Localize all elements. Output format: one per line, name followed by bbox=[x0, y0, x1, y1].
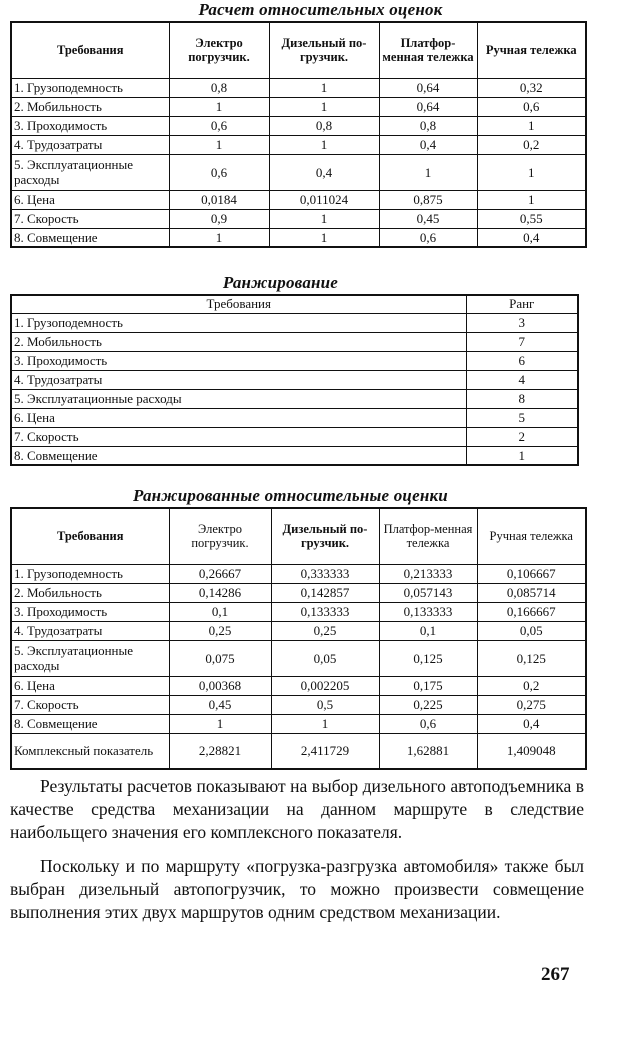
cell-value: 0,333333 bbox=[271, 564, 379, 583]
rank-value: 7 bbox=[466, 332, 578, 351]
row-label: 6. Цена bbox=[11, 408, 466, 427]
cell-value: 0,4 bbox=[379, 135, 477, 154]
cell-value: 0,1 bbox=[379, 621, 477, 640]
cell-value: 0,55 bbox=[477, 209, 586, 228]
rank-value: 5 bbox=[466, 408, 578, 427]
column-header: Требования bbox=[11, 22, 169, 78]
cell-value: 0,05 bbox=[477, 621, 586, 640]
row-label: 6. Цена bbox=[11, 676, 169, 695]
row-label: 7. Скорость bbox=[11, 695, 169, 714]
column-header: Платфор-менная тележка bbox=[379, 22, 477, 78]
column-header: Требования bbox=[11, 295, 466, 313]
cell-value: 0,6 bbox=[379, 228, 477, 247]
cell-value: 0,142857 bbox=[271, 583, 379, 602]
row-label: 5. Эксплуатационные расходы bbox=[11, 389, 466, 408]
table-row bbox=[11, 97, 586, 116]
cell-value: 1 bbox=[477, 116, 586, 135]
cell-value: 2,28821 bbox=[169, 733, 271, 769]
rank-value: 2 bbox=[466, 427, 578, 446]
cell-value: 1 bbox=[477, 154, 586, 190]
row-label: 8. Совмещение bbox=[11, 228, 169, 247]
cell-value: 0,14286 bbox=[169, 583, 271, 602]
table-row bbox=[11, 695, 586, 714]
rank-value: 3 bbox=[466, 313, 578, 332]
table1-caption: Расчет относительных оценок bbox=[198, 0, 443, 19]
table-row-total bbox=[11, 733, 586, 769]
cell-value: 0,45 bbox=[169, 695, 271, 714]
table-row bbox=[11, 78, 586, 97]
cell-value: 0,225 bbox=[379, 695, 477, 714]
column-header: Требования bbox=[11, 508, 169, 564]
cell-value: 1,409048 bbox=[477, 733, 586, 769]
row-label: 4. Трудозатраты bbox=[11, 135, 169, 154]
row-label: 2. Мобильность bbox=[11, 332, 466, 351]
table-header-row bbox=[11, 22, 586, 78]
cell-value: 0,64 bbox=[379, 97, 477, 116]
cell-value: 0,6 bbox=[477, 97, 586, 116]
row-label: 1. Грузоподемность bbox=[11, 564, 169, 583]
row-label: 1. Грузоподемность bbox=[11, 78, 169, 97]
row-label: 8. Совмещение bbox=[11, 446, 466, 465]
rank-value: 6 bbox=[466, 351, 578, 370]
cell-value: 2,411729 bbox=[271, 733, 379, 769]
row-label: 7. Скорость bbox=[11, 427, 466, 446]
cell-value: 0,085714 bbox=[477, 583, 586, 602]
table2-caption: Ранжирование bbox=[222, 273, 339, 292]
cell-value: 0,8 bbox=[379, 116, 477, 135]
cell-value: 0,4 bbox=[269, 154, 379, 190]
cell-value: 0,2 bbox=[477, 676, 586, 695]
rank-value: 1 bbox=[466, 446, 578, 465]
table-row bbox=[11, 209, 586, 228]
cell-value: 0,6 bbox=[379, 714, 477, 733]
table-row bbox=[11, 676, 586, 695]
cell-value: 1 bbox=[379, 154, 477, 190]
cell-value: 0,166667 bbox=[477, 602, 586, 621]
cell-value: 1,62881 bbox=[379, 733, 477, 769]
table-row bbox=[11, 332, 578, 351]
table3-caption: Ранжированные относительные оценки bbox=[133, 486, 448, 505]
row-label: 4. Трудозатраты bbox=[11, 621, 169, 640]
ranked-scores-table bbox=[10, 507, 587, 770]
column-header: Электро погрузчик. bbox=[169, 508, 271, 564]
cell-value: 1 bbox=[269, 228, 379, 247]
cell-value: 0,8 bbox=[169, 78, 269, 97]
row-label: 1. Грузоподемность bbox=[11, 313, 466, 332]
cell-value: 0,125 bbox=[477, 640, 586, 676]
rank-value: 4 bbox=[466, 370, 578, 389]
row-label: 8. Совмещение bbox=[11, 714, 169, 733]
cell-value: 0,9 bbox=[169, 209, 269, 228]
ranking-table bbox=[10, 294, 579, 466]
cell-value: 1 bbox=[269, 209, 379, 228]
cell-value: 0,875 bbox=[379, 190, 477, 209]
row-label: 2. Мобильность bbox=[11, 97, 169, 116]
cell-value: 0,8 bbox=[269, 116, 379, 135]
table-row bbox=[11, 370, 578, 389]
table-row bbox=[11, 313, 578, 332]
cell-value: 0,057143 bbox=[379, 583, 477, 602]
cell-value: 1 bbox=[269, 135, 379, 154]
cell-value: 0,133333 bbox=[379, 602, 477, 621]
cell-value: 0,2 bbox=[477, 135, 586, 154]
cell-value: 0,175 bbox=[379, 676, 477, 695]
cell-value: 0,6 bbox=[169, 154, 269, 190]
table-row bbox=[11, 446, 578, 465]
cell-value: 1 bbox=[477, 190, 586, 209]
cell-value: 0,133333 bbox=[271, 602, 379, 621]
column-header: Электро погрузчик. bbox=[169, 22, 269, 78]
cell-value: 1 bbox=[269, 97, 379, 116]
cell-value: 1 bbox=[169, 714, 271, 733]
cell-value: 0,075 bbox=[169, 640, 271, 676]
table-row bbox=[11, 602, 586, 621]
cell-value: 0,45 bbox=[379, 209, 477, 228]
column-header: Платфор-менная тележка bbox=[379, 508, 477, 564]
table-row bbox=[11, 351, 578, 370]
row-label: 4. Трудозатраты bbox=[11, 370, 466, 389]
table-row bbox=[11, 190, 586, 209]
table-header-row bbox=[11, 295, 578, 313]
row-label: 3. Проходимость bbox=[11, 351, 466, 370]
column-header: Ранг bbox=[466, 295, 578, 313]
page-number: 267 bbox=[541, 964, 570, 985]
row-label: 7. Скорость bbox=[11, 209, 169, 228]
cell-value: 0,32 bbox=[477, 78, 586, 97]
relative-scores-table bbox=[10, 21, 587, 248]
table-row bbox=[11, 154, 586, 190]
row-label: 2. Мобильность bbox=[11, 583, 169, 602]
cell-value: 0,275 bbox=[477, 695, 586, 714]
cell-value: 0,05 bbox=[271, 640, 379, 676]
cell-value: 1 bbox=[169, 97, 269, 116]
table-row bbox=[11, 640, 586, 676]
table-row bbox=[11, 135, 586, 154]
row-label: 3. Проходимость bbox=[11, 602, 169, 621]
cell-value: 0,1 bbox=[169, 602, 271, 621]
row-label: 3. Проходимость bbox=[11, 116, 169, 135]
cell-value: 0,5 bbox=[271, 695, 379, 714]
cell-value: 0,6 bbox=[169, 116, 269, 135]
cell-value: 0,106667 bbox=[477, 564, 586, 583]
column-header: Ручная тележка bbox=[477, 22, 586, 78]
cell-value: 1 bbox=[169, 228, 269, 247]
cell-value: 1 bbox=[271, 714, 379, 733]
table-row bbox=[11, 408, 578, 427]
table-row bbox=[11, 427, 578, 446]
row-label: 6. Цена bbox=[11, 190, 169, 209]
table-row bbox=[11, 564, 586, 583]
cell-value: 1 bbox=[269, 78, 379, 97]
cell-value: 0,002205 bbox=[271, 676, 379, 695]
table-row bbox=[11, 228, 586, 247]
table-row bbox=[11, 583, 586, 602]
cell-value: 0,011024 bbox=[269, 190, 379, 209]
cell-value: 0,64 bbox=[379, 78, 477, 97]
cell-value: 0,25 bbox=[271, 621, 379, 640]
table-row bbox=[11, 621, 586, 640]
cell-value: 0,4 bbox=[477, 228, 586, 247]
column-header: Дизельный по-грузчик. bbox=[269, 22, 379, 78]
cell-value: 0,213333 bbox=[379, 564, 477, 583]
cell-value: 0,25 bbox=[169, 621, 271, 640]
cell-value: 0,00368 bbox=[169, 676, 271, 695]
cell-value: 0,0184 bbox=[169, 190, 269, 209]
row-label: Комплексный показатель bbox=[11, 733, 169, 769]
body-paragraph: Результаты расчетов показывают на выбор дизельного автоподъемника в качестве средства механизации на данном маршруте в следствие наибольщего значения его комплексного показателя. bbox=[10, 776, 584, 842]
table-row bbox=[11, 714, 586, 733]
table-header-row bbox=[11, 508, 586, 564]
table-row bbox=[11, 389, 578, 408]
cell-value: 1 bbox=[169, 135, 269, 154]
row-label: 5. Эксплуатационные расходы bbox=[11, 640, 169, 676]
cell-value: 0,4 bbox=[477, 714, 586, 733]
column-header: Дизельный по-грузчик. bbox=[271, 508, 379, 564]
column-header: Ручная тележка bbox=[477, 508, 586, 564]
body-paragraph: Поскольку и по маршруту «погрузка-разгрузка автомобиля» также был выбран дизельный автопогрузчик, то можно произвести совмещение выполнения этих двух маршрутов одним средством механизации. bbox=[10, 856, 584, 922]
cell-value: 0,125 bbox=[379, 640, 477, 676]
row-label: 5. Эксплуатационные расходы bbox=[11, 154, 169, 190]
table-row bbox=[11, 116, 586, 135]
rank-value: 8 bbox=[466, 389, 578, 408]
cell-value: 0,26667 bbox=[169, 564, 271, 583]
